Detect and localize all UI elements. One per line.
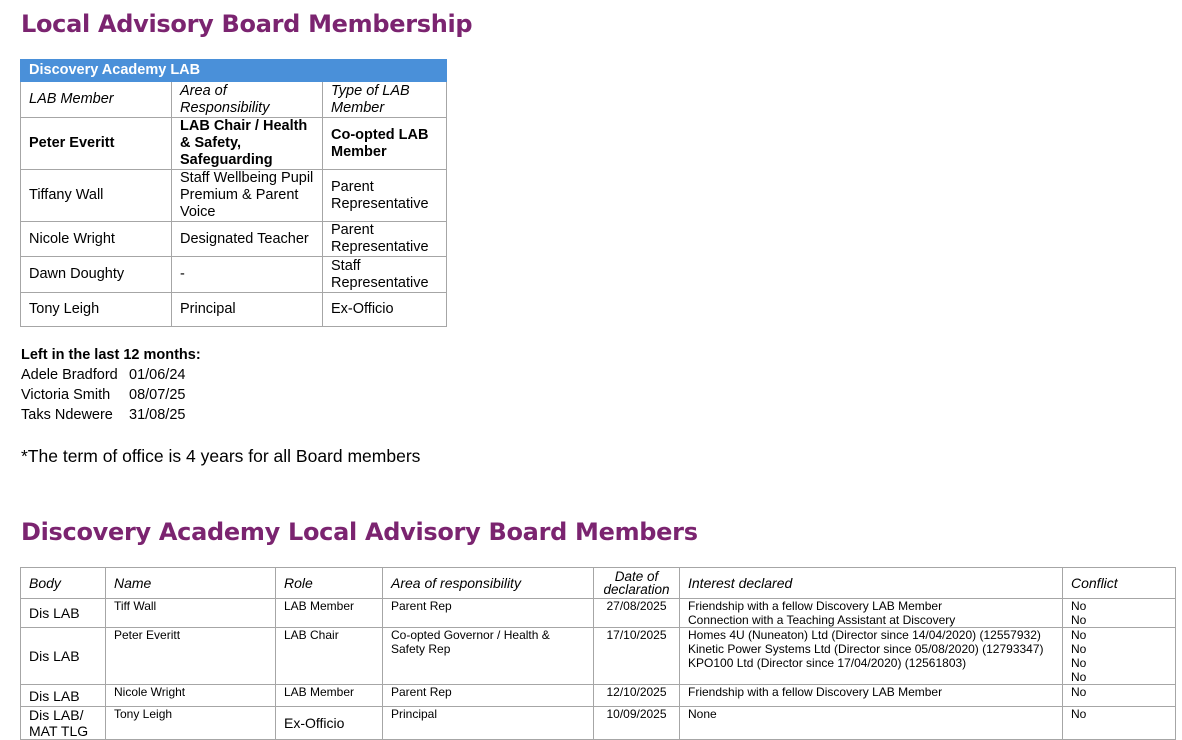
column-header-interest: Interest declared bbox=[680, 568, 1063, 599]
body-cell: Dis LAB/ MAT TLG bbox=[21, 707, 106, 740]
table-row bbox=[21, 257, 447, 293]
member-area: Designated Teacher bbox=[172, 222, 323, 257]
date-cell: 12/10/2025 bbox=[594, 685, 680, 707]
column-header-name: Name bbox=[106, 568, 276, 599]
conflict-cell: No bbox=[1063, 707, 1176, 740]
left-member-date: 31/08/25 bbox=[129, 407, 186, 423]
table-row bbox=[21, 707, 1176, 740]
role-cell: Ex-Officio bbox=[276, 707, 383, 740]
table-row bbox=[21, 222, 447, 257]
member-name: Tony Leigh bbox=[21, 293, 172, 327]
column-header-area: Area of Responsibility bbox=[172, 82, 323, 118]
interest-cell: Friendship with a fellow Discovery LAB Member Connection with a Teaching Assistant at Discovery bbox=[680, 599, 1063, 628]
role-cell: LAB Chair bbox=[276, 628, 383, 685]
body-cell: Dis LAB bbox=[21, 685, 106, 707]
list-item bbox=[21, 405, 201, 425]
left-member-name: Taks Ndewere bbox=[21, 407, 113, 423]
member-name: Peter Everitt bbox=[21, 118, 172, 170]
column-header-type: Type of LAB Member bbox=[323, 82, 447, 118]
column-header-role: Role bbox=[276, 568, 383, 599]
left-member-date: 08/07/25 bbox=[129, 387, 186, 403]
area-cell: Parent Rep bbox=[383, 599, 594, 628]
member-area: Principal bbox=[172, 293, 323, 327]
left-members-title: Left in the last 12 months: bbox=[21, 347, 201, 363]
member-type: Co-opted LAB Member bbox=[323, 118, 447, 170]
member-area: - bbox=[172, 257, 323, 293]
member-name: Dawn Doughty bbox=[21, 257, 172, 293]
left-member-name: Adele Bradford bbox=[21, 367, 118, 383]
conflict-cell: No bbox=[1063, 685, 1176, 707]
lab-membership-table bbox=[20, 59, 447, 327]
role-cell: LAB Member bbox=[276, 685, 383, 707]
name-cell: Peter Everitt bbox=[106, 628, 276, 685]
table-row bbox=[21, 685, 1176, 707]
column-header-area: Area of responsibility bbox=[383, 568, 594, 599]
interest-cell: Homes 4U (Nuneaton) Ltd (Director since 14/04/2020) (12557932) Kinetic Power Systems Ltd (Director since 05/08/2020) (12793347) KPO100 Ltd (Director since 17/04/2020) (12561803) bbox=[680, 628, 1063, 685]
date-cell: 10/09/2025 bbox=[594, 707, 680, 740]
role-cell: LAB Member bbox=[276, 599, 383, 628]
table-row bbox=[21, 628, 1176, 685]
column-header-member: LAB Member bbox=[21, 82, 172, 118]
column-header-date: Date of declaration bbox=[594, 568, 680, 599]
list-item bbox=[21, 385, 201, 405]
section-title: Discovery Academy Local Advisory Board Members bbox=[21, 518, 698, 546]
left-member-date: 01/06/24 bbox=[129, 367, 186, 383]
member-name: Nicole Wright bbox=[21, 222, 172, 257]
lab-table-header: Discovery Academy LAB bbox=[21, 60, 447, 82]
column-header-body: Body bbox=[21, 568, 106, 599]
member-type: Staff Representative bbox=[323, 257, 447, 293]
left-members-list bbox=[21, 345, 201, 425]
term-of-office-note: *The term of office is 4 years for all Board members bbox=[21, 446, 421, 466]
area-cell: Co-opted Governor / Health & Safety Rep bbox=[383, 628, 594, 685]
declarations-table bbox=[20, 567, 1176, 740]
conflict-cell: No No No No bbox=[1063, 628, 1176, 685]
interest-cell: None bbox=[680, 707, 1063, 740]
column-header-conflict: Conflict bbox=[1063, 568, 1176, 599]
conflict-cell: No No bbox=[1063, 599, 1176, 628]
name-cell: Tony Leigh bbox=[106, 707, 276, 740]
date-cell: 17/10/2025 bbox=[594, 628, 680, 685]
table-row bbox=[21, 599, 1176, 628]
table-row bbox=[21, 118, 447, 170]
table-row bbox=[21, 170, 447, 222]
table-row bbox=[21, 293, 447, 327]
member-type: Ex-Officio bbox=[323, 293, 447, 327]
page-title: Local Advisory Board Membership bbox=[21, 10, 473, 38]
area-cell: Principal bbox=[383, 707, 594, 740]
member-area: LAB Chair / Health & Safety, Safeguarding bbox=[172, 118, 323, 170]
body-cell: Dis LAB bbox=[21, 628, 106, 685]
date-cell: 27/08/2025 bbox=[594, 599, 680, 628]
list-item bbox=[21, 365, 201, 385]
member-type: Parent Representative bbox=[323, 170, 447, 222]
left-member-name: Victoria Smith bbox=[21, 387, 111, 403]
body-cell: Dis LAB bbox=[21, 599, 106, 628]
member-area: Staff Wellbeing Pupil Premium & Parent Voice bbox=[172, 170, 323, 222]
name-cell: Tiff Wall bbox=[106, 599, 276, 628]
member-type: Parent Representative bbox=[323, 222, 447, 257]
interest-cell: Friendship with a fellow Discovery LAB Member bbox=[680, 685, 1063, 707]
area-cell: Parent Rep bbox=[383, 685, 594, 707]
name-cell: Nicole Wright bbox=[106, 685, 276, 707]
member-name: Tiffany Wall bbox=[21, 170, 172, 222]
